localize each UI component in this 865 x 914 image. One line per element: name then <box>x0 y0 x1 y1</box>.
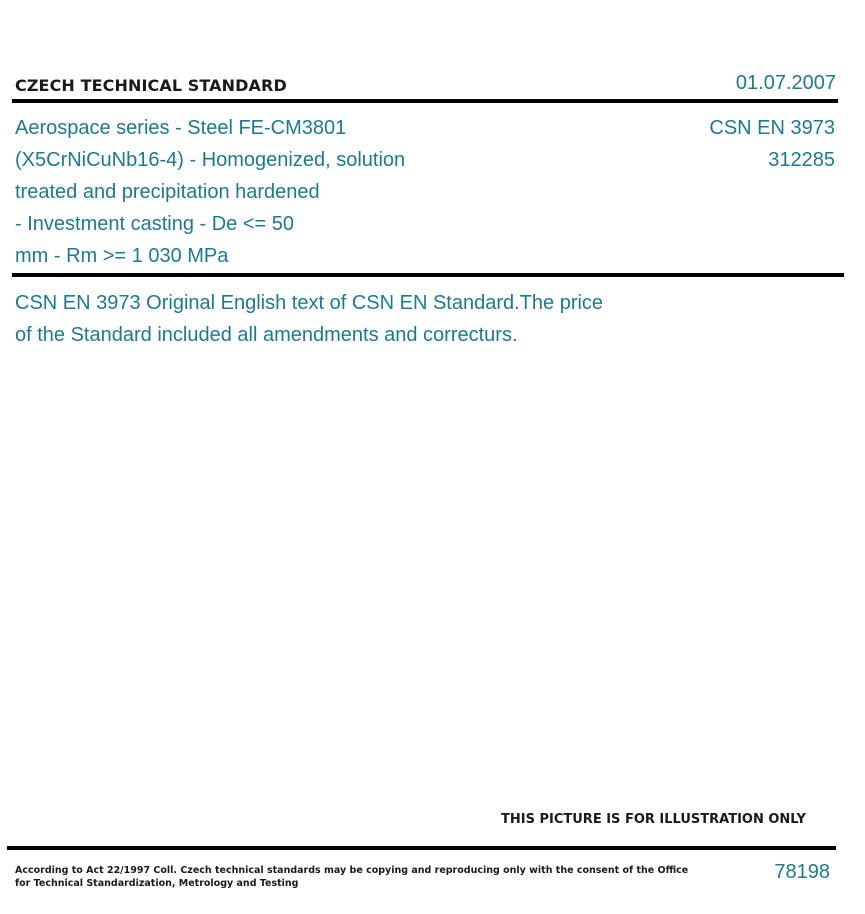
legal-line: According to Act 22/1997 Coll. Czech technical standards may be copying and reproducing only with the consent of the Office <box>15 865 689 876</box>
standard-identifiers <box>709 112 835 176</box>
legal-notice <box>15 864 689 890</box>
illustration-disclaimer: THIS PICTURE IS FOR ILLUSTRATION ONLY <box>501 812 806 827</box>
title-line: treated and precipitation hardened <box>15 181 320 203</box>
standard-description <box>15 287 675 351</box>
catalog-number: 78198 <box>774 861 830 883</box>
standard-title <box>15 112 455 272</box>
title-divider <box>12 273 844 277</box>
title-line: Aerospace series - Steel FE-CM3801 <box>15 117 347 139</box>
title-line: (X5CrNiCuNb16-4) - Homogenized, solution <box>15 149 406 171</box>
description-line: CSN EN 3973 Original English text of CSN EN Standard.The price <box>15 292 604 314</box>
document-type-label: CZECH TECHNICAL STANDARD <box>15 76 287 95</box>
legal-line: for Technical Standardization, Metrology and Testing <box>15 878 299 889</box>
description-line: of the Standard included all amendments and correcturs. <box>15 324 518 346</box>
title-line: - Investment casting - De <= 50 <box>15 213 295 235</box>
standard-code: CSN EN 3973 <box>709 117 835 139</box>
footer-divider <box>7 846 836 850</box>
issue-date: 01.07.2007 <box>735 72 836 94</box>
class-number: 312285 <box>768 149 835 171</box>
title-line: mm - Rm >= 1 030 MPa <box>15 245 229 267</box>
header-divider <box>12 99 838 103</box>
